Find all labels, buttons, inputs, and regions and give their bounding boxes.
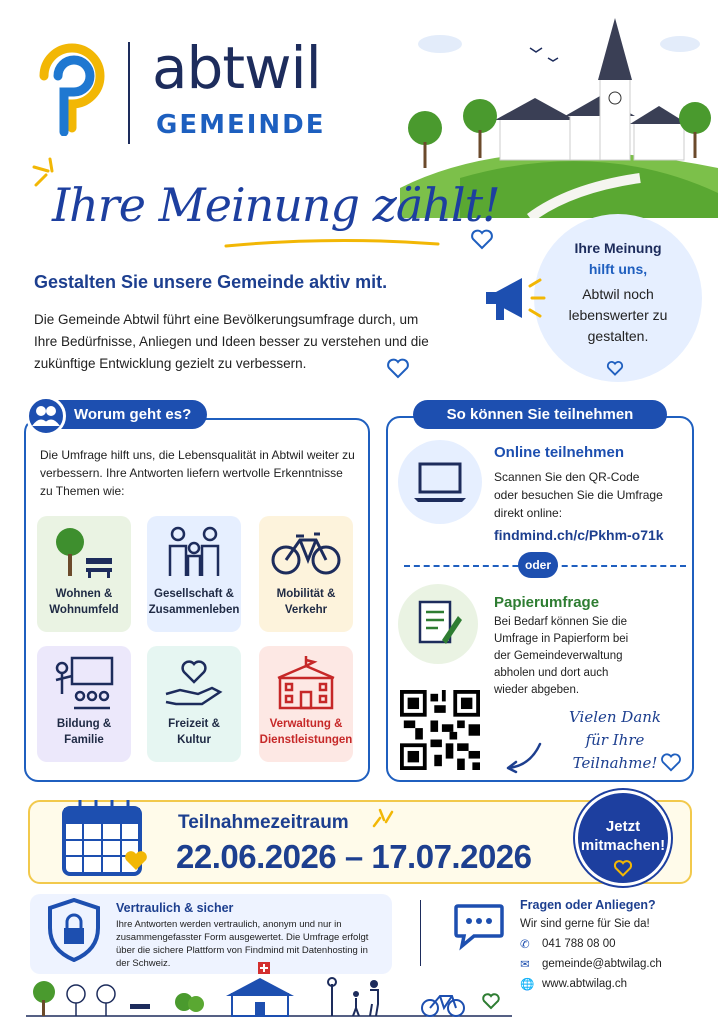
topic-label-1: Mobilität & [276,588,336,600]
topic-label-1: Verwaltung & [269,718,343,730]
thanks-line-1: Vielen Dank [568,708,662,726]
bubble-line-1: Ihre Meinung [574,240,662,256]
topic-label-2: Verkehr [284,604,328,616]
topic-verwaltung [259,646,353,762]
heart-icon [606,360,624,376]
topic-label-2: Wohnumfeld [49,604,119,616]
worum-text: Die Umfrage hilft uns, die Lebensqualität in Abtwil weiter zu verbessern. Ihre Antworten liefern wertvolle Erkenntnisse zu Themen wie: [40,448,355,498]
classroom-icon [52,654,116,710]
paper-text: Bei Bedarf können Sie die Umfrage in Papierform bei der Gemeindeverwaltung abholen und dort auch wieder abgeben. [494,616,629,696]
contact-web-row[interactable] [520,974,662,994]
topic-mobilitaet [259,516,353,632]
topic-bildung [37,646,131,762]
contact-title: Fragen oder Anliegen? [520,898,656,912]
heart-icon [470,228,494,250]
subheadline: Gestalten Sie unsere Gemeinde aktiv mit. [34,272,388,292]
heart-icon [660,752,682,772]
footer-divider [420,900,421,966]
megaphone-icon [482,270,552,330]
calendar-icon [60,798,152,882]
cta-line-2: mitmachen! [580,837,666,854]
headline: Ihre Meinung zählt! [52,178,500,232]
abtwil-logo-icon [34,36,114,136]
oder-badge: oder [518,552,558,578]
shield-lock-icon [46,898,102,962]
intro-text: Die Gemeinde Abtwil führt eine Bevölkerungsumfrage durch, um Ihre Bedürfnisse, Anliegen und Ideen besser zu verstehen und die zukünftige Entwicklung gezielt zu verbessern. [34,312,429,371]
swiss-flag-icon [258,962,270,974]
headline-underline [222,236,442,250]
paper-form-icon [398,584,478,664]
privacy-text: Ihre Antworten werden vertraulich, anonym und nur in zusammengefasster Form ausgewertet. Die Umfrage erfolgt über die sichere Plattform von Findmind mit Datenhosting in der Schweiz. [116,919,369,969]
heart-icon [613,859,633,877]
logo-wordmark: abtwil [152,34,321,102]
topic-label-1: Wohnen & [55,588,113,600]
contact-list [520,934,662,994]
people-icon [26,396,66,436]
topic-freizeit [147,646,241,762]
thanks-line-3: Teilnahme! [572,754,658,772]
online-text: Scannen Sie den QR-Code oder besuchen Sie die Umfrage direkt online: [494,470,663,520]
heart-hand-icon [162,654,226,710]
bubble-line-2: hilft uns, [588,261,648,277]
cta-join-button[interactable] [575,790,671,886]
contact-phone-row[interactable] [520,934,662,954]
arrow-icon [500,740,544,774]
bicycle-icon [270,524,342,580]
teilnehmen-title: So können Sie teilnehmen [413,400,667,429]
bubble-line-3: Abtwil noch lebenswerter zu gestalten. [568,286,668,344]
town-hall-icon [274,654,338,710]
worum-title: Worum geht es? [28,400,207,429]
contact-phone: 041 788 08 00 [542,938,616,950]
contact-email-row[interactable] [520,954,662,974]
thanks-line-2: für Ihre [585,731,645,749]
topic-label-1: Gesellschaft & [154,588,234,600]
topic-gesellschaft [147,516,241,632]
info-bubble [534,214,702,382]
contact-subtitle: Wir sind gerne für Sie da! [520,918,650,930]
contact-web: www.abtwilag.ch [542,978,628,990]
topic-label-1: Freizeit & [168,718,220,730]
topic-label-2: Kultur [177,734,211,746]
topic-wohnen [37,516,131,632]
phone-icon: ✆ [520,939,530,951]
chat-bubble-icon [452,900,506,952]
cta-line-1: Jetzt [605,818,641,835]
globe-icon: 🌐 [520,979,535,991]
logo-divider [128,42,130,144]
tree-bench-icon [52,524,116,580]
online-title: Online teilnehmen [494,444,625,461]
qr-code[interactable] [400,690,480,770]
topic-label-2: Familie [64,734,104,746]
survey-url-link[interactable]: findmind.ch/c/Pkhm-o71k [494,527,664,543]
topic-label-2: Dienstleistungen [259,734,353,746]
period-label: Teilnahmezeitraum [178,812,349,833]
period-dates: 22.06.2026 – 17.07.2026 [176,838,532,875]
paper-title: Papierumfrage [494,594,600,611]
privacy-title: Vertraulich & sicher [116,901,234,915]
logo-subtitle: GEMEINDE [156,110,326,140]
topic-label-2: Zusammenleben [148,604,240,616]
footer-illustration-strip [26,974,512,1018]
laptop-icon [398,440,482,524]
accent-rays-icon [368,806,398,830]
topic-label-1: Bildung & [56,718,112,730]
thanks-note [556,706,674,775]
family-icon [162,524,226,580]
email-icon: ✉ [520,959,530,971]
heart-icon [386,357,410,379]
contact-email: gemeinde@abtwilag.ch [542,958,662,970]
